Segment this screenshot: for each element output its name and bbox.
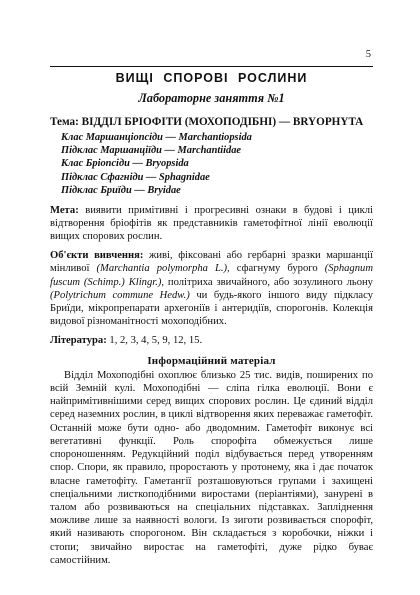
goal-label: Мета: — [50, 204, 79, 216]
info-text: Відділ Мохоподібні охоплює близько 25 тис. видів, поширених по всій Земній кулі. Мохоподібні — сліпа гілка еволюції. Вони є найпримітивнішими серед вищих спорових рослин. Це єдиний відділ серед наземних рослин, в циклі відтворення яких переважає гаметофіт. Останній може бути одно- або дводомним. Гаметофіт виконує всі вегетативні функції. Роль спорофіта обмежується лише спороношенням. Редукційний поділ відбувається перед утворенням спор. Спори, як правило, проростають у протонему, яка і дає початок власне гаметофіту. Гаметангії розташовуються групами і захищені спеціальними листкоподібними виростами (періантіями), занурені в талом або розвиваються на спеціальних підставках. Запліднення можливе лише за наявності вологи. Із зиготи розвивається спорофіт, який називають спорогоном. Він складається з коробочки, ніжки і стопи; звичайно виростає на гаметофіті, дуже рідко буває самостійним. — [50, 369, 373, 566]
info-heading: Інформаційний матеріал — [147, 354, 276, 367]
page-content — [50, 68, 373, 567]
goal-paragraph — [50, 204, 373, 244]
page-number: 5 — [365, 49, 371, 60]
objects-latin-name: (Sphagnum fuscum (Schimp.) Klingr.), — [50, 263, 373, 288]
theme-label: Тема: — [50, 116, 79, 129]
header-rule — [50, 66, 373, 67]
taxon-item: Клас Маршанціопсіди — Marchantiopsida — [61, 131, 252, 143]
objects-paragraph — [50, 249, 373, 328]
objects-latin-name: (Polytrichum commune Hedw.) — [50, 289, 190, 301]
objects-latin-name: (Marchantia polymorpha L.), — [96, 263, 230, 275]
objects-text: сфагнуму бурого — [236, 263, 318, 275]
objects-label: Об'єкти вивчення: — [50, 250, 144, 262]
goal-text: виявити примітивні і прогресивні ознаки в будові і циклі відтворення бріофітів як представників гаметофітної лінії еволюції вищих спорових рослин. — [50, 204, 373, 243]
theme-text: ВІДДІЛ БРІОФІТИ (МОХОПОДІБНІ) — BRYOPHYTA — [81, 116, 364, 129]
literature-text: 1, 2, 3, 4, 5, 9, 12, 15. — [109, 335, 203, 347]
theme-line — [50, 116, 373, 129]
taxon-item: Клас Бріопсіди — Bryopsida — [61, 158, 189, 170]
literature-label: Література: — [50, 335, 107, 347]
objects-text: живі, фіксовані або гербарні зразки маршанції мінливої — [50, 250, 374, 275]
objects-text: чи будь-якого іншого виду підкласу Бриїди, мікропрепарати архегоніїв і антеридіїв, спорогонів. Колекція видової різноманітності мохоподібних. — [50, 289, 373, 328]
taxon-item: Підклас Маршанціїди — Marchantiidae — [61, 145, 242, 157]
taxon-item: Підклас Сфагніди — Sphagnidae — [61, 171, 210, 183]
objects-text: політриха звичайного, або зозулиного льону — [167, 276, 373, 288]
taxa-list — [61, 131, 373, 198]
section-heading: ВИЩІ СПОРОВІ РОСЛИНИ — [115, 71, 308, 85]
literature-line — [50, 334, 373, 347]
taxon-item: Підклас Бриїди — Bryidae — [61, 185, 181, 197]
lab-title: Лабораторне заняття №1 — [138, 91, 285, 106]
